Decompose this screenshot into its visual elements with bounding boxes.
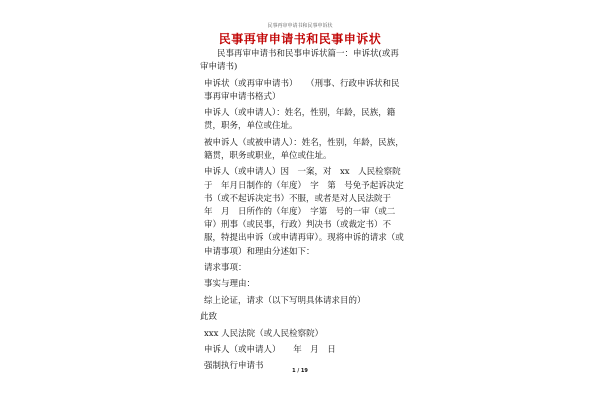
paragraph-enforcement-heading: 强制执行申请书: [204, 361, 264, 372]
document-body: [200, 48, 405, 377]
paragraph-signature: 申诉人（或申请人） 年 月 日: [204, 344, 336, 355]
page-header: 民事再审申请书和民事申诉状: [267, 23, 333, 29]
page-number: 1 / 19: [292, 368, 308, 374]
paragraph-appellant: 申诉人（或申请人）：姓名，性别，年龄，民族，籍贯，职务，单位或住址。: [204, 108, 396, 132]
paragraph-statement: 申诉人（或申请人）因 一案，对 xx 人民检察院于 年月日制作的（年度） 字 第 号免予起诉决定书（或不起诉决定书）不服，或者是对人民法院于 年 月 日所作的（年度） 字第 号的一审（或二审）刑事（或民事，行政）判决书（或裁定书）不服，特提出申诉（或申请再审）。现将申诉的请求（或申请事项）和理由分述如下：: [204, 167, 404, 257]
paragraph-salutation: 此致: [200, 312, 218, 323]
paragraph-form-name: 申诉状（或再审申请书） （刑事、行政申诉状和民事再审申请书格式）: [204, 78, 400, 102]
paragraph-court: xxx 人民法院（或人民检察院）: [204, 328, 324, 339]
paragraph-conclusion: 综上论证，请求（以下写明具体请求目的）: [204, 295, 366, 306]
paragraph-request-items: 请求事项：: [204, 262, 247, 273]
paragraph-facts-reasons: 事实与理由：: [204, 279, 256, 290]
paragraph-respondent: 被申诉人（或被申请人）：姓名，性别，年龄，民族，籍贯，职务或职业，单位或住址。: [204, 137, 404, 161]
document-title: 民事再审申请书和民事申诉状: [218, 32, 382, 46]
paragraph-subtitle: 民事再审申请书和民事申诉状篇一：申诉状(或再审申请书): [200, 49, 399, 73]
